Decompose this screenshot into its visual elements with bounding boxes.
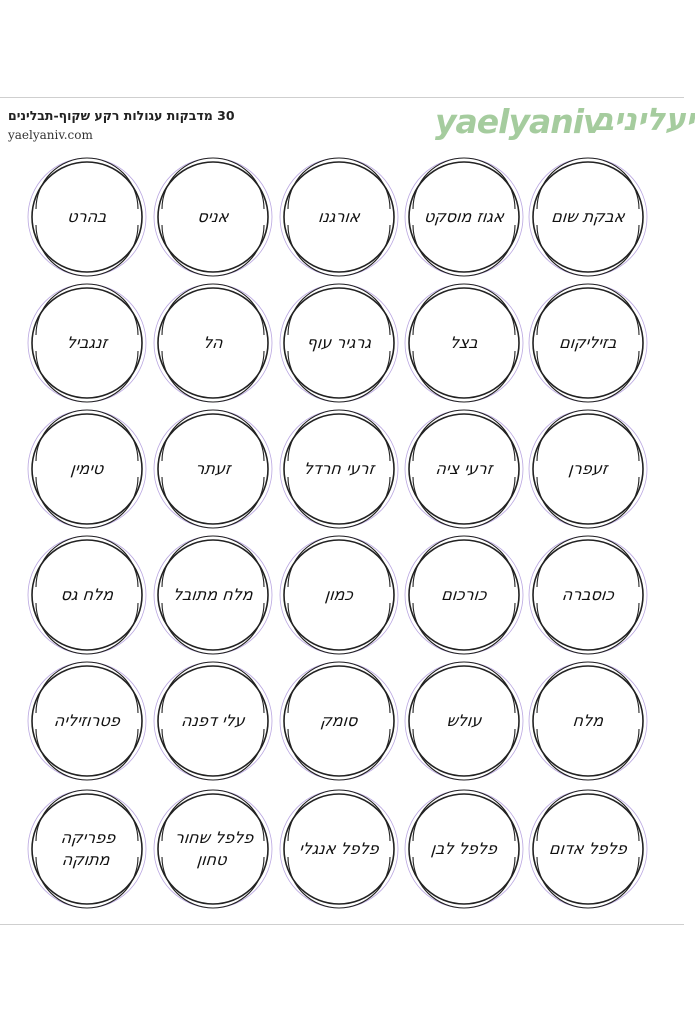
spice-sticker: [279, 661, 399, 781]
logo-latin-text: yaelyaniv: [435, 102, 604, 141]
spice-sticker: [27, 157, 147, 277]
spice-sticker: [153, 409, 273, 529]
spice-sticker: [27, 661, 147, 781]
spice-sticker: [404, 661, 524, 781]
sticker-label: גרגיר עוף: [305, 333, 373, 352]
spice-sticker: [528, 409, 648, 529]
sticker-label: עלי דפנה: [180, 711, 246, 730]
spice-sticker: [404, 283, 524, 403]
spice-sticker: [153, 535, 273, 655]
spice-sticker: [528, 789, 648, 909]
spice-sticker: [153, 157, 273, 277]
spice-sticker: [279, 535, 399, 655]
spice-sticker: [27, 409, 147, 529]
sticker-label: אגוז מוסקט: [423, 207, 505, 226]
spice-sticker: [153, 789, 273, 909]
sticker-label: זעתר: [194, 459, 232, 478]
sticker-label: בהרט: [66, 207, 108, 226]
sticker-label: כמון: [324, 585, 355, 604]
sticker-label: הל: [202, 333, 224, 352]
sticker-label: זרעי חרדל: [302, 459, 376, 478]
sticker-label: טימין: [69, 459, 105, 478]
spice-sticker: [528, 535, 648, 655]
spice-sticker: [153, 661, 273, 781]
sheet-title: 30 מדבקות עגולות רקע שקוף-תבלינים: [8, 108, 235, 123]
sticker-label: זנגביל: [65, 333, 109, 352]
logo-hebrew-text: יעליניב: [595, 102, 695, 138]
sticker-label: אורגנו: [317, 207, 361, 226]
sticker-label: סומק: [319, 711, 359, 730]
sticker-label: מלח גס: [59, 585, 115, 604]
spice-sticker: [27, 535, 147, 655]
sticker-label: פפריקה מתוקה: [60, 828, 117, 869]
spice-sticker: [404, 157, 524, 277]
spice-sticker: [528, 157, 648, 277]
spice-sticker: [528, 661, 648, 781]
spice-sticker: [279, 157, 399, 277]
spice-sticker: [279, 409, 399, 529]
sticker-label: עולש: [445, 711, 483, 730]
spice-sticker: [279, 283, 399, 403]
sticker-label: פלפל אדום: [548, 839, 628, 858]
spice-sticker: [153, 283, 273, 403]
sticker-label: כוסברה: [561, 585, 616, 604]
sticker-label: כורכום: [440, 585, 488, 604]
sticker-label: פלפל שחור טחון: [173, 828, 255, 869]
spice-sticker: [404, 789, 524, 909]
spice-sticker: [27, 283, 147, 403]
sticker-label: זרעי ציה: [434, 459, 494, 478]
sticker-label: מלח מתובל: [172, 585, 254, 604]
site-url: yaelyaniv.com: [8, 128, 93, 142]
spice-sticker: [404, 409, 524, 529]
spice-sticker: [27, 789, 147, 909]
sticker-label: אניס: [196, 207, 230, 226]
spice-sticker: [404, 535, 524, 655]
sticker-label: בזיליקום: [558, 333, 618, 352]
sticker-label: בצל: [449, 333, 479, 352]
spice-sticker: [528, 283, 648, 403]
sticker-label: פלפל לבן: [430, 839, 499, 858]
sticker-label: פטרוזיליה: [53, 711, 122, 730]
sticker-label: אבקת שום: [550, 207, 626, 226]
sticker-label: מלח: [571, 711, 605, 730]
sticker-label: פלפל אנגלי: [298, 839, 380, 858]
spice-sticker: [279, 789, 399, 909]
sticker-label: זעפרן: [567, 459, 609, 478]
